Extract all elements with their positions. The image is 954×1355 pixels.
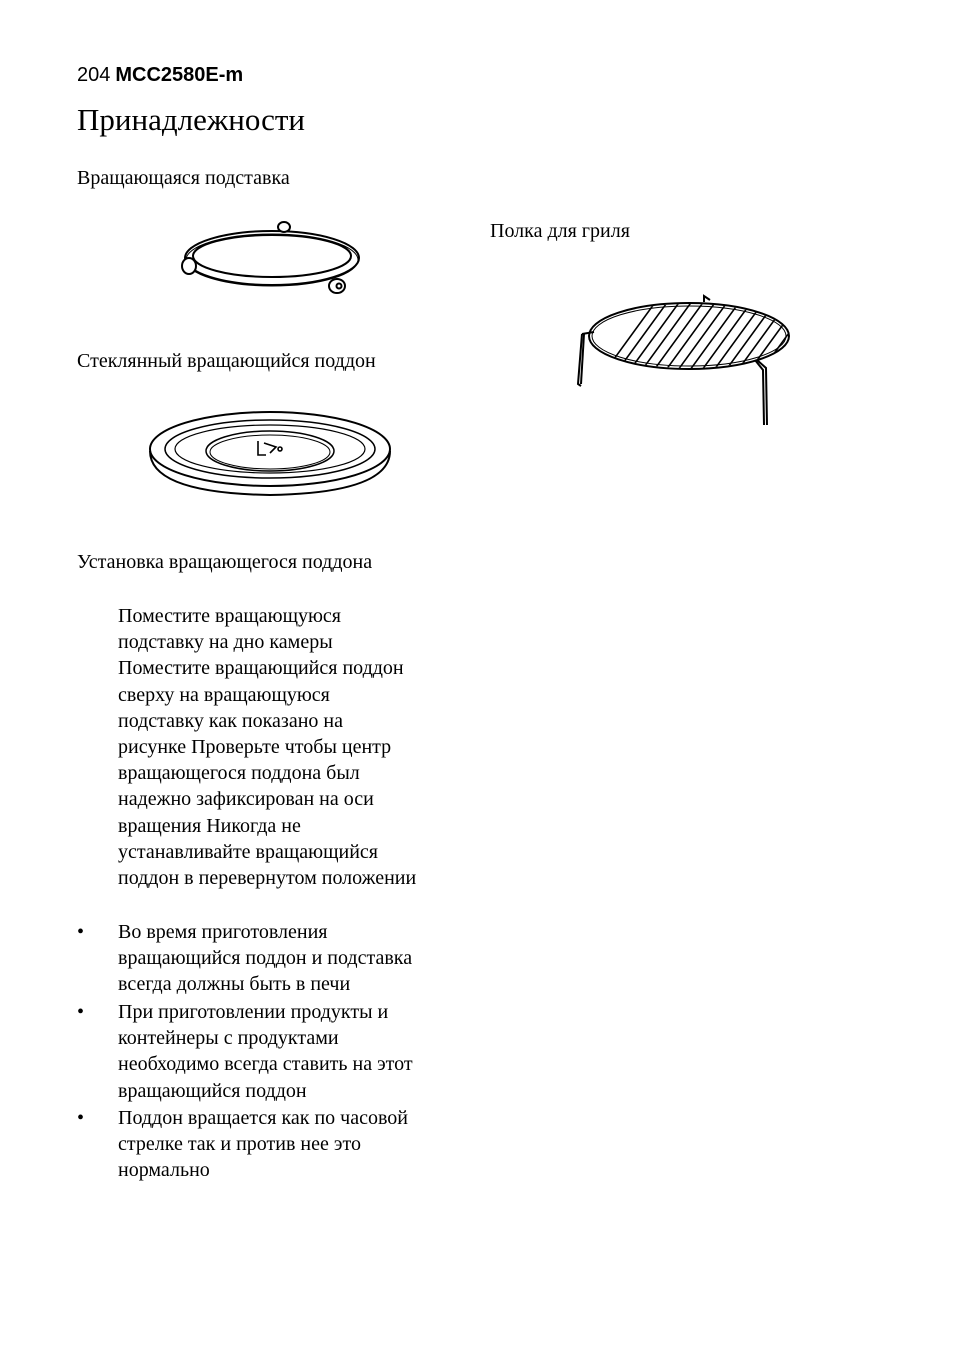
page-title: Принадлежности bbox=[77, 102, 306, 137]
turntable-support-illustration bbox=[178, 217, 364, 299]
instruction-line: устанавливайте вращающийся bbox=[118, 840, 378, 863]
bullet-line: стрелке так и против нее это bbox=[118, 1133, 361, 1156]
model-name: MCC2580E-m bbox=[115, 64, 244, 86]
instruction-line: вращения Никогда не bbox=[118, 814, 301, 837]
bullet-marker: • bbox=[77, 1107, 85, 1129]
bullet-line: Поддон вращается как по часовой bbox=[118, 1107, 408, 1129]
page-number: 204 bbox=[77, 64, 111, 86]
bullet-line: всегда должны быть в печи bbox=[118, 973, 351, 996]
bullet-line: Во время приготовления bbox=[118, 921, 328, 943]
label-install-tray: Установка вращающегося поддона bbox=[77, 551, 373, 573]
grill-rack-illustration bbox=[570, 292, 802, 430]
install-instructions bbox=[118, 603, 478, 891]
page-header bbox=[77, 64, 243, 87]
instruction-line: Поместите вращающуюся bbox=[118, 605, 341, 627]
instruction-line: подставку как показано на bbox=[118, 709, 343, 732]
instruction-line: Поместите вращающийся поддон bbox=[118, 657, 404, 680]
bullet-marker: • bbox=[77, 1001, 85, 1023]
instruction-line: поддон в перевернутом положении bbox=[118, 867, 417, 890]
bullet-text bbox=[118, 1105, 408, 1184]
bullet-marker: • bbox=[77, 921, 85, 943]
instruction-line: вращающегося поддона был bbox=[118, 762, 360, 785]
bullet-line: контейнеры с продуктами bbox=[118, 1027, 339, 1050]
glass-tray-illustration bbox=[146, 403, 396, 499]
label-glass-tray: Стеклянный вращающийся поддон bbox=[77, 350, 376, 372]
bullet-line: вращающийся поддон и подставка bbox=[118, 947, 413, 970]
bullet-line: нормально bbox=[118, 1159, 210, 1182]
bullet-line: необходимо всегда ставить на этот bbox=[118, 1053, 413, 1076]
instruction-line: сверху на вращающуюся bbox=[118, 683, 330, 706]
bullet-text bbox=[118, 999, 413, 1104]
label-grill-rack: Полка для гриля bbox=[490, 220, 630, 242]
bullet-line: При приготовлении продукты и bbox=[118, 1001, 389, 1023]
instruction-line: подставку на дно камеры bbox=[118, 631, 333, 654]
bullet-line: вращающийся поддон bbox=[118, 1079, 307, 1102]
instruction-line: рисунке Проверьте чтобы центр bbox=[118, 736, 392, 759]
bullet-text bbox=[118, 919, 412, 998]
label-turntable-support: Вращающаяся подставка bbox=[77, 167, 290, 189]
instruction-line: надежно зафиксирован на оси bbox=[118, 788, 374, 811]
